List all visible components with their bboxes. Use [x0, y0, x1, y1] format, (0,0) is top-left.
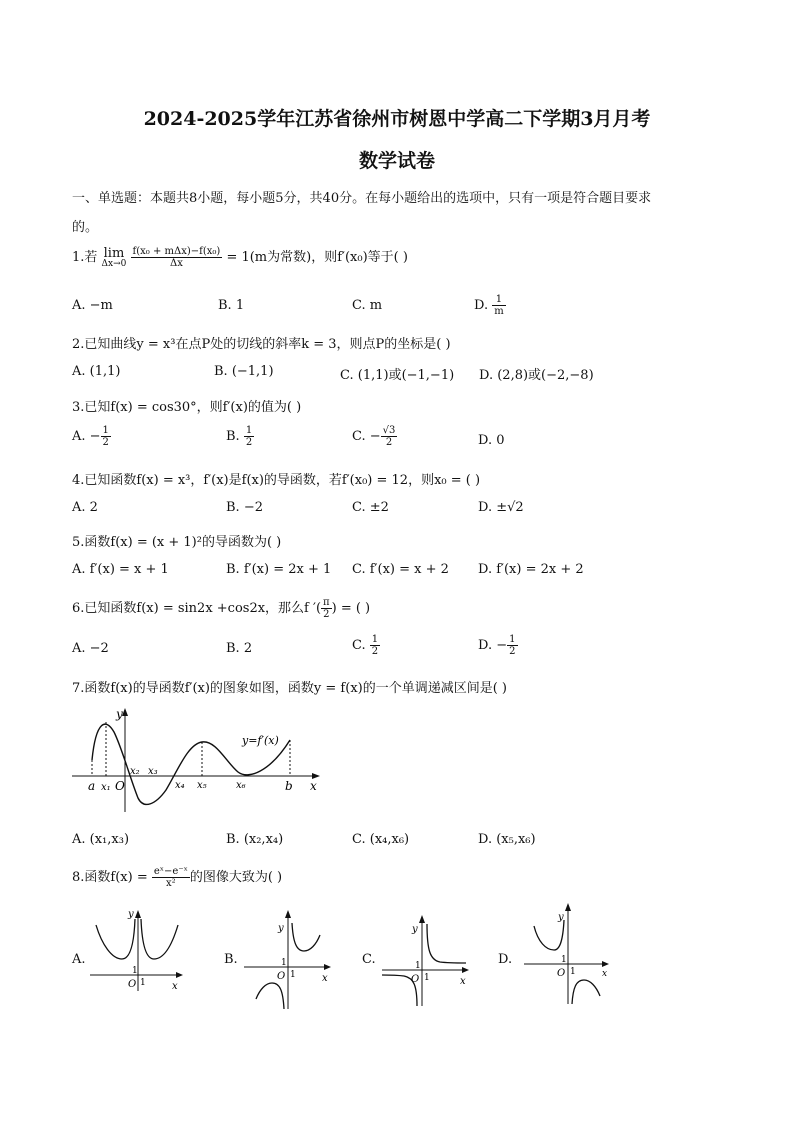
- q8b-curve-left: [256, 983, 284, 1009]
- q8b-curve-right: [292, 923, 320, 951]
- q8-text-pre: 8.函数f(x) =: [72, 870, 148, 885]
- q8c-x-arrow: [462, 967, 469, 973]
- q7-option-d[interactable]: D. (x₅,x₆): [478, 832, 536, 847]
- q4-option-d[interactable]: D. ±√2: [478, 500, 524, 515]
- question-2: 2.已知曲线y = x³在点P处的切线的斜率k = 3，则点P的坐标是( ): [72, 337, 451, 352]
- q6-option-c-num: 1: [371, 634, 379, 645]
- q3-option-c-num: √3: [382, 425, 396, 436]
- q1-option-b[interactable]: B. 1: [218, 298, 245, 313]
- q7-option-b[interactable]: B. (x₂,x₄): [226, 832, 284, 847]
- q8d-x-label: x: [602, 969, 608, 979]
- q7-option-c[interactable]: C. (x₄,x₆): [352, 832, 410, 847]
- q8-option-c-label[interactable]: C.: [362, 952, 376, 967]
- question-4: 4.已知函数f(x) = x³，f′(x)是f(x)的导函数，若f′(x₀) = 12，则x₀ = ( ): [72, 473, 481, 488]
- q8a-y-label: y: [128, 909, 134, 920]
- question-6: [72, 597, 370, 620]
- q8d-curve-right: [572, 980, 600, 1004]
- section-intro-line2: 的。: [72, 220, 99, 235]
- q1-option-d[interactable]: [474, 294, 506, 317]
- q1-fraction-num: f(x₀ + mΔx)−f(x₀): [132, 246, 221, 257]
- q1-fraction: [131, 246, 223, 269]
- q3-option-a-num: 1: [102, 425, 109, 436]
- q8-frac-num: eˣ−e⁻ˣ: [153, 866, 188, 877]
- q8-graph-d[interactable]: [520, 900, 620, 1010]
- q6-option-d-label: D. −: [478, 638, 508, 653]
- q1-option-d-num: 1: [492, 294, 505, 306]
- q7-label-a: a: [88, 779, 96, 793]
- q8c-y-label: y: [412, 924, 418, 935]
- q8c-y-arrow: [419, 915, 425, 923]
- q3-option-c[interactable]: [352, 425, 397, 448]
- q8c-origin: O: [411, 974, 420, 985]
- section-intro-line1: 一、单选题：本题共8小题，每小题5分，共40分。在每小题给出的选项中，只有一项是符合题目要求: [72, 191, 652, 206]
- q8-frac-den: x²: [166, 878, 176, 889]
- q8a-x-arrow: [176, 972, 183, 978]
- question-5: 5.函数f(x) = (x + 1)²的导函数为( ): [72, 535, 282, 550]
- q6-option-c-label: C.: [352, 638, 366, 653]
- q5-option-c[interactable]: C. f′(x) = x + 2: [352, 562, 449, 577]
- q8b-x-label: x: [322, 973, 328, 984]
- question-7: 7.函数f(x)的导函数f′(x)的图象如图，函数y = f(x)的一个单调递减区间是( ): [72, 681, 507, 696]
- q8-graph-b[interactable]: [240, 905, 340, 1015]
- q7-label-x4: x₄: [175, 780, 185, 791]
- q1-prefix: 1.若: [72, 250, 98, 265]
- page-subtitle: 数学试卷: [358, 150, 435, 172]
- q8d-origin: O: [557, 968, 566, 979]
- q7-option-a[interactable]: A. (x₁,x₃): [72, 832, 130, 847]
- q8b-y-arrow: [285, 910, 291, 918]
- q8c-one-y: 1: [415, 961, 421, 971]
- q8a-origin: O: [128, 979, 137, 990]
- q6-pi-num: π: [323, 597, 330, 608]
- q3-option-b[interactable]: [226, 425, 254, 448]
- q8a-y-arrow: [135, 910, 141, 918]
- q1-limit-sub: Δx→0: [101, 258, 127, 269]
- q3-option-b-num: 1: [245, 425, 253, 436]
- q8d-one-x: 1: [570, 967, 576, 977]
- q3-option-c-label: C. −: [352, 429, 381, 444]
- q7-x-label: x: [310, 779, 317, 793]
- q8c-one-x: 1: [424, 973, 430, 983]
- q3-option-a-label: A. −: [72, 429, 101, 444]
- q1-option-d-den: m: [494, 306, 504, 317]
- q7-curve-label: y=f′(x): [242, 734, 279, 747]
- q5-option-a[interactable]: A. f′(x) = x + 1: [72, 562, 169, 577]
- q7-y-label: y: [116, 707, 123, 721]
- q6-option-a[interactable]: A. −2: [72, 641, 109, 656]
- q1-option-a[interactable]: A. −m: [72, 298, 113, 313]
- q1-option-c[interactable]: C. m: [352, 298, 383, 313]
- q6-option-d-num: 1: [509, 634, 516, 645]
- q6-pi-den: 2: [323, 609, 330, 620]
- q3-option-c-den: 2: [385, 437, 393, 448]
- q2-option-b[interactable]: B. (−1,1): [214, 364, 274, 379]
- q8-option-d-label[interactable]: D.: [498, 952, 513, 967]
- question-1: [72, 246, 408, 269]
- q7-label-x2: x₂: [130, 766, 140, 777]
- q7-label-x3: x₃: [148, 766, 158, 777]
- q5-option-d[interactable]: D. f′(x) = 2x + 2: [478, 562, 584, 577]
- q8b-one-y: 1: [281, 958, 287, 968]
- q6-text-pre: 6.已知函数f(x) = sin2x +cos2x，那么f ′(: [72, 601, 322, 616]
- q7-label-x6: x₆: [236, 780, 246, 791]
- q7-label-x1: x₁: [101, 782, 111, 793]
- q8-option-a-label[interactable]: A.: [72, 952, 86, 967]
- q8a-x-label: x: [172, 981, 178, 992]
- q3-option-d[interactable]: D. 0: [478, 433, 505, 448]
- q8c-x-label: x: [460, 976, 466, 987]
- q7-label-x5: x₅: [197, 780, 207, 791]
- q8d-curve-left: [534, 920, 564, 950]
- q6-option-d-den: 2: [509, 646, 516, 657]
- q7-y-arrow: [122, 708, 128, 716]
- q8a-curve-right: [141, 919, 178, 959]
- q5-option-b[interactable]: B. f′(x) = 2x + 1: [226, 562, 332, 577]
- q8a-curve-left: [96, 919, 135, 959]
- page-title: 2024-2025学年江苏省徐州市树恩中学高二下学期3月月考: [143, 108, 651, 130]
- q6-option-c-den: 2: [371, 646, 379, 657]
- q8-option-b-label[interactable]: B.: [224, 952, 238, 967]
- q3-option-a[interactable]: [72, 425, 111, 448]
- question-3: 3.已知f(x) = cos30°，则f′(x)的值为( ): [72, 400, 302, 415]
- q8d-y-label: y: [558, 912, 564, 923]
- q8b-one-x: 1: [290, 970, 296, 980]
- q8d-x-arrow: [602, 961, 609, 967]
- q6-option-d[interactable]: [478, 634, 518, 657]
- q4-option-b[interactable]: B. −2: [226, 500, 263, 515]
- q4-option-a[interactable]: A. 2: [72, 500, 98, 515]
- q8-graph-c[interactable]: [378, 910, 478, 1010]
- q4-option-c[interactable]: C. ±2: [352, 500, 389, 515]
- q3-option-b-label: B.: [226, 429, 240, 444]
- q7-origin: O: [115, 779, 125, 793]
- q1-option-d-label: D.: [474, 298, 489, 313]
- q8b-y-label: y: [278, 923, 284, 934]
- q3-option-a-den: 2: [102, 437, 109, 448]
- q6-option-c[interactable]: [352, 634, 380, 657]
- q2-option-c[interactable]: C. (1,1)或(−1,−1): [340, 368, 455, 383]
- q8c-curve-right: [427, 924, 466, 963]
- q2-option-a[interactable]: A. (1,1): [72, 364, 121, 379]
- q1-limit: lim Δx→0: [101, 245, 127, 269]
- q8-graph-a[interactable]: [86, 905, 186, 995]
- q1-suffix: = 1(m为常数)，则f′(x₀)等于( ): [226, 250, 408, 265]
- q8a-one-y: 1: [132, 966, 138, 976]
- q7-label-b: b: [285, 779, 293, 793]
- q8a-one-x: 1: [140, 978, 146, 988]
- q8b-origin: O: [277, 971, 286, 982]
- q6-text-post: ) = ( ): [331, 601, 371, 616]
- q2-option-d[interactable]: D. (2,8)或(−2,−8): [479, 368, 594, 383]
- q8d-y-arrow: [565, 903, 571, 911]
- q7-derivative-graph: [70, 700, 330, 820]
- q6-option-b[interactable]: B. 2: [226, 641, 253, 656]
- question-8: [72, 866, 282, 889]
- q1-fraction-den: Δx: [169, 258, 183, 269]
- q8b-x-arrow: [324, 964, 331, 970]
- q3-option-b-den: 2: [245, 437, 253, 448]
- q8d-one-y: 1: [561, 955, 567, 965]
- q8-text-post: 的图像大致为( ): [189, 870, 283, 885]
